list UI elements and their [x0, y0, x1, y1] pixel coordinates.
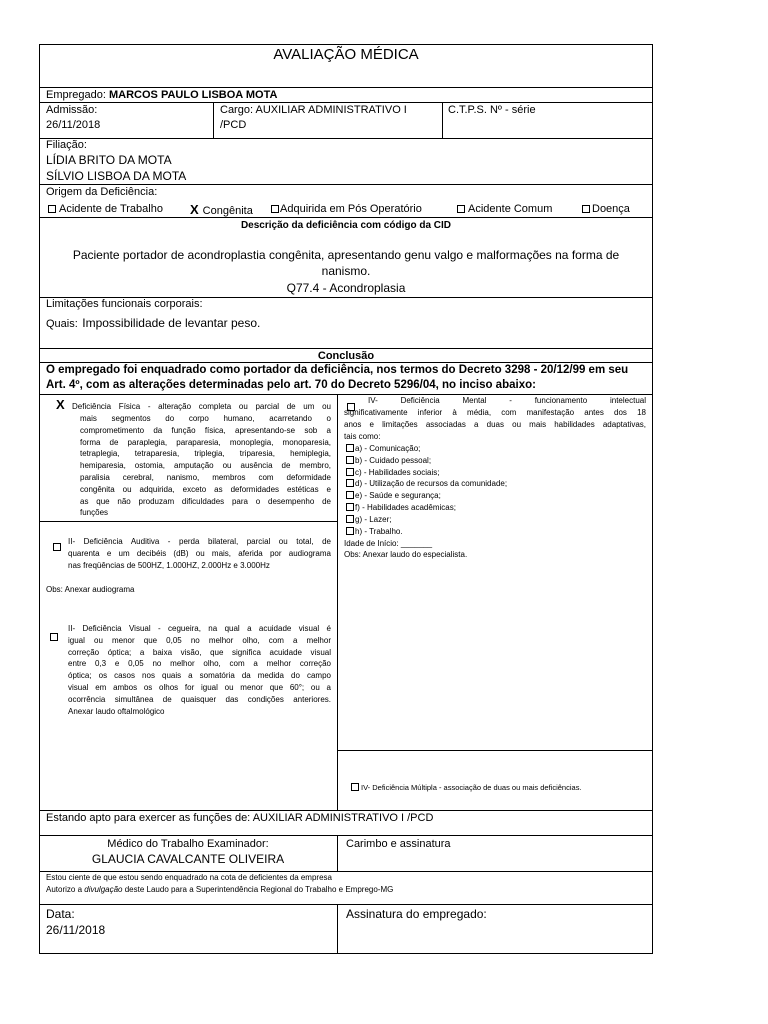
admission-label: Admissão:: [46, 104, 98, 116]
position-label: Cargo:: [220, 104, 254, 116]
hearing-obs: Obs: Anexar audiograma: [46, 585, 135, 594]
divider: [39, 217, 653, 218]
checkbox[interactable]: [457, 205, 465, 213]
awareness-text: Estou ciente de que estou sendo enquadrado na cota de deficientes da empresa: [46, 873, 332, 882]
divider: [39, 138, 653, 139]
origin-option-congenital[interactable]: X Congênita: [190, 202, 253, 217]
checkbox[interactable]: [271, 205, 279, 213]
divider: [39, 810, 653, 811]
date-label: Data:: [46, 907, 75, 921]
list-item[interactable]: g) - Lazer;: [346, 514, 507, 526]
origin-option-work-accident[interactable]: Acidente de Trabalho: [48, 203, 163, 215]
divider: [39, 348, 653, 349]
list-item[interactable]: b) - Cuidado pessoal;: [346, 455, 507, 467]
divider: [39, 904, 653, 905]
admission-date: 26/11/2018: [46, 119, 101, 131]
divider: [337, 394, 338, 810]
divider: [39, 87, 653, 88]
awareness-text: Autorizo a divulgação deste Laudo para a Superintendência Regional do Trabalho e Emprego-MG: [46, 885, 394, 894]
multiple-disability[interactable]: IV- Deficiência Múltipla - associação de duas ou mais deficiências.: [351, 782, 582, 794]
description-line: nanismo.: [321, 264, 371, 278]
origin-option-common-accident[interactable]: Acidente Comum: [457, 203, 552, 215]
description-line: Paciente portador de acondroplastia congênita, apresentando genu valgo e malformações na forma de: [72, 248, 620, 262]
cid-code: Q77.4 - Acondroplasia: [286, 281, 406, 295]
divider: [39, 362, 653, 363]
checkbox[interactable]: [48, 205, 56, 213]
fit-statement: Estando apto para exercer as funções de: AUXILIAR ADMINISTRATIVO I /PCD: [46, 812, 434, 824]
examiner-name: GLAUCIA CAVALCANTE OLIVEIRA: [91, 852, 285, 866]
onset-age: Idade de Início: _______: [344, 539, 433, 548]
employee-signature-label: Assinatura do empregado:: [346, 907, 487, 921]
origin-option-post-op[interactable]: Adquirida em Pós Operatório: [271, 203, 422, 215]
physical-mark: X: [56, 397, 65, 412]
divider: [39, 835, 653, 836]
hearing-disability-text: II- Deficiência Auditiva - perda bilateral, parcial ou total, de quarenta e um decibéis (dB) ou mais, aferida por audiograma nas freqüências de 500HZ, 1.000HZ, 2.000Hz e 3.000Hz: [68, 537, 331, 570]
divider: [39, 184, 653, 185]
divider: [39, 521, 337, 522]
employee-name: MARCOS PAULO LISBOA MOTA: [109, 89, 278, 101]
conclusion-text: O empregado foi enquadrado como portador da deficiência, nos termos do Decreto 3298 - 20/12/99 em seu: [46, 364, 629, 376]
position-field: [220, 104, 407, 116]
limitations-value: Impossibilidade de levantar peso: [82, 316, 258, 330]
divider: [39, 102, 653, 103]
divider: [337, 835, 338, 871]
position-value: AUXILIAR ADMINISTRATIVO I: [255, 104, 407, 116]
father-name: SÍLVIO LISBOA DA MOTA: [46, 169, 187, 183]
stamp-label: Carimbo e assinatura: [346, 838, 451, 850]
list-item[interactable]: f) - Habilidades acadêmicas;: [346, 502, 507, 514]
description-header: Descrição da deficiência com código da CID: [240, 220, 452, 231]
conclusion-header: Conclusão: [317, 350, 375, 362]
physical-disability-text: Deficiência Física - alteração completa ou parcial de um ou: [72, 402, 331, 411]
form-title: AVALIAÇÃO MÉDICA: [273, 46, 419, 63]
physical-disability-text: mais segmentos do corpo humano, acarretando o comprometimento da função física, apresentando-se sob a forma de paraplegia, paraparesia, monoplegia, monoparesia, tetraplegia, tetraparesia, triplegia, triparesia, hemiplegia, hemiparesia, ostomia, amputação ou ausência de membro, paralisia cerebral, nanismo, membros com deformidade congênita ou adquirida, exceto as deformidades estéticas e as que não produzam dificuldades para o desempenho de funções: [80, 414, 331, 518]
ctps-label: C.T.P.S. Nº - série: [448, 104, 536, 116]
limitations-which: Quais:: [46, 318, 78, 330]
list-item[interactable]: c) - Habilidades sociais;: [346, 467, 507, 479]
divider: [337, 750, 653, 751]
hearing-checkbox[interactable]: [53, 537, 64, 555]
divider: [337, 904, 338, 954]
mental-skills-list: [346, 443, 507, 537]
checkbox-mark: X: [190, 202, 199, 217]
employee-label: Empregado:: [46, 89, 106, 101]
mental-obs: Obs: Anexar laudo do especialista.: [344, 550, 468, 559]
conclusion-text: Art. 4º, com as alterações determinadas pelo art. 70 do Decreto 5296/04, no inciso abaixo:: [46, 379, 536, 391]
list-item[interactable]: d) - Utilização de recursos da comunidade;: [346, 478, 507, 490]
origin-label: Origem da Deficiência:: [46, 186, 158, 198]
mother-name: LÍDIA BRITO DA MOTA: [46, 153, 172, 167]
examiner-label: Médico do Trabalho Examinador:: [107, 838, 269, 850]
filiation-label: Filiação:: [46, 139, 87, 151]
checkbox[interactable]: [582, 205, 590, 213]
mental-disability-text: significativamente inferior à média, com manifestação antes dos 18 anos e limitações associadas a duas ou mais habilidades adaptativas, tais como:: [344, 408, 646, 441]
date-value: 26/11/2018: [46, 923, 106, 937]
limitations-label: Limitações funcionais corporais:: [46, 298, 203, 310]
list-item[interactable]: h) - Trabalho.: [346, 526, 507, 538]
divider: [213, 102, 214, 138]
employee-row: [46, 89, 277, 101]
checkbox[interactable]: [351, 783, 359, 791]
visual-disability-text: II- Deficiência Visual - cegueira, na qual a acuidade visual é igual ou menor que 0,05 no melhor olho, com a melhor correção óptica; a baixa visão, que significa acuidade visual entre 0,3 e 0,05 no melhor olho, com a melhor correção óptica; os casos nos quais a somatória da medida do campo visual em ambos os olhos for igual ou menor que 60°; ou a ocorrência simultânea de quaisquer das condições anteriores. Anexar laudo oftalmológico: [68, 624, 331, 716]
limitations-row: Quais: Impossibilidade de levantar peso.: [46, 316, 261, 330]
visual-checkbox[interactable]: [50, 627, 61, 645]
origin-option-disease[interactable]: Doença: [582, 203, 630, 215]
list-item[interactable]: e) - Saúde e segurança;: [346, 490, 507, 502]
divider: [442, 102, 443, 138]
list-item[interactable]: a) - Comunicação;: [346, 443, 507, 455]
divider: [39, 871, 653, 872]
position-value-cont: /PCD: [220, 119, 247, 131]
mental-disability-text: IV- Deficiência Mental - funcionamento intelectual: [368, 396, 646, 405]
